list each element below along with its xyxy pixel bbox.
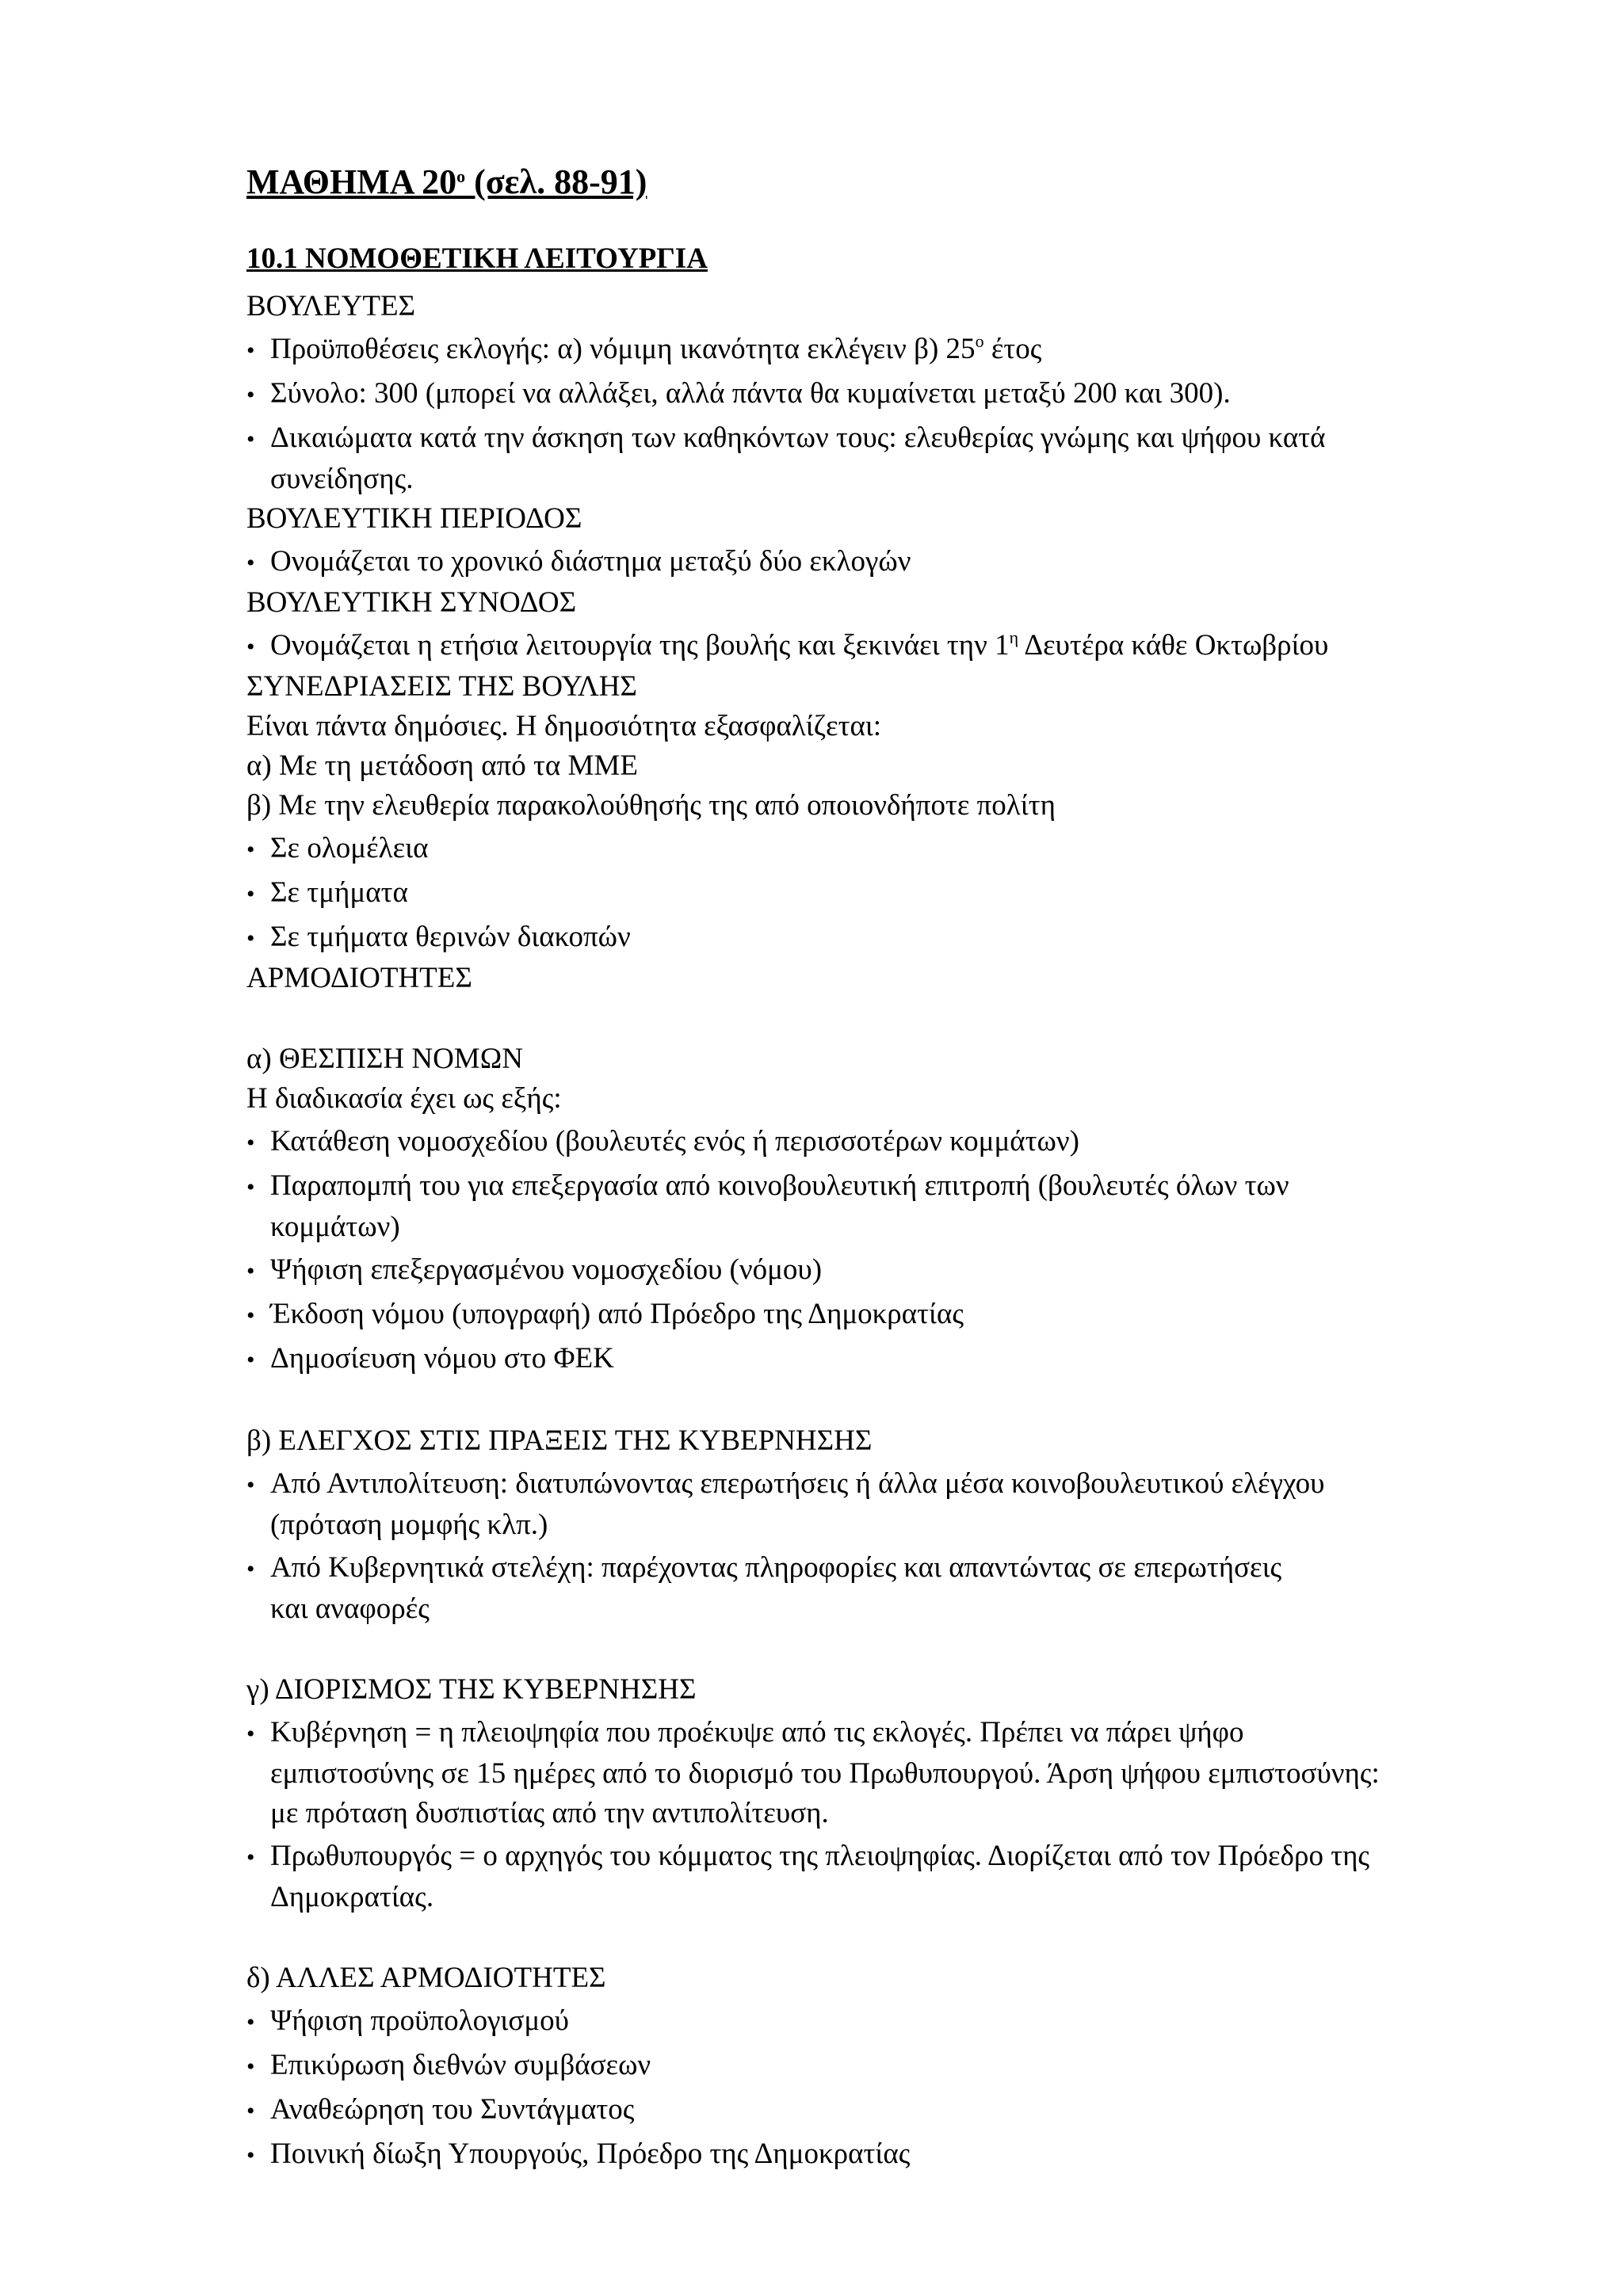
title-pages: (σελ. 88-91) <box>465 162 647 201</box>
page-title <box>246 158 1435 206</box>
list-item <box>246 330 1435 371</box>
list-item-text: Ονομάζεται η ετήσια λειτουργία της βουλής και ξεκινάει την 1 <box>270 629 1010 662</box>
list-item: • Έκδοση νόμου (υπογραφή) από Πρόεδρο της Δημοκρατίας <box>246 1295 1435 1336</box>
list-item: • Κυβέρνηση = η πλειοψηφία που προέκυψε από τις εκλογές. Πρέπει να πάρει ψήφο εμπιστοσύνης σε 15 ημέρες από το διορισμό του Πρωθυπουργού. Άρση ψήφου εμπιστοσύνης: με πρόταση δυσπιστίας από την αντιπολίτευση. <box>246 1713 1396 1833</box>
list-item <box>246 626 1380 667</box>
spacer <box>246 998 1435 1039</box>
heading-elegxos: β) ΕΛΕΓΧΟΣ ΣΤΙΣ ΠΡΑΞΕΙΣ ΤΗΣ ΚΥΒΕΡΝΗΣΗΣ <box>246 1425 873 1457</box>
list-item: • Ονομάζεται το χρονικό διάστημα μεταξύ δύο εκλογών <box>246 542 1435 583</box>
list-item: • Από Αντιπολίτευση: διατυπώνοντας επερωτήσεις ή άλλα μέσα κοινοβουλευτικού ελέγχου (πρόταση μομφής κλπ.) <box>246 1464 1396 1545</box>
text-line: Είναι πάντα δημόσιες. Η δημοσιότητα εξασφαλίζεται: <box>246 710 882 742</box>
list-item-tail: έτος <box>983 333 1042 365</box>
section-heading: 10.1 ΝΟΜΟΘΕΤΙΚΗ ΛΕΙΤΟΥΡΓΙΑ <box>246 242 708 275</box>
text-line: β) Με την ελευθερία παρακολούθησής της από οποιονδήποτε πολίτη <box>246 789 1056 822</box>
heading-armodiotites: ΑΡΜΟΔΙΟΤΗΤΕΣ <box>246 962 472 994</box>
spacer <box>246 1917 1435 1958</box>
heading-thespisi: α) ΘΕΣΠΙΣΗ ΝΟΜΩΝ <box>246 1043 523 1075</box>
list-item: • Σε τμήματα θερινών διακοπών <box>246 917 1435 959</box>
list-item: • Επικύρωση διεθνών συμβάσεων <box>246 2046 1435 2087</box>
list-item: • Κατάθεση νομοσχεδίου (βουλευτές ενός ή περισσοτέρων κομμάτων) <box>246 1122 1435 1163</box>
document-page <box>246 158 1435 2176</box>
list-item: • Ποινική δίωξη Υπουργούς, Πρόεδρο της Δημοκρατίας <box>246 2134 1435 2176</box>
spacer <box>246 1380 1435 1421</box>
list-item: • Σε ολομέλεια <box>246 829 1435 870</box>
title-main: ΜΑΘΗΜΑ 20 <box>246 162 457 201</box>
list-item: • Παραπομπή του για επεξεργασία από κοινοβουλευτική επιτροπή (βουλευτές όλων των κομμάτων) <box>246 1166 1396 1247</box>
list-item: • Δημοσίευση νόμου στο ΦΕΚ <box>246 1339 1435 1380</box>
title-superscript: ο <box>456 166 466 186</box>
list-item: • Σύνολο: 300 (μπορεί να αλλάξει, αλλά πάντα θα κυμαίνεται μεταξύ 200 και 300). <box>246 374 1435 415</box>
heading-alles: δ) ΑΛΛΕΣ ΑΡΜΟΔΙΟΤΗΤΕΣ <box>246 1962 606 1994</box>
text-line: Η διαδικασία έχει ως εξής: <box>246 1082 562 1115</box>
superscript: η <box>1009 627 1019 647</box>
list-item-text: Προϋποθέσεις εκλογής: α) νόμιμη ικανότητα εκλέγειν β) 25 <box>270 333 976 365</box>
heading-periodos: ΒΟΥΛΕΥΤΙΚΗ ΠΕΡΙΟΔΟΣ <box>246 502 582 535</box>
list-item: • Ψήφιση προϋπολογισμού <box>246 2001 1435 2042</box>
list-item: • Πρωθυπουργός = ο αρχηγός του κόμματος της πλειοψηφίας. Διορίζεται από τον Πρόεδρο της Δημοκρατίας. <box>246 1836 1396 1917</box>
list-item: • Σε τμήματα <box>246 873 1435 914</box>
list-item: • Ψήφιση επεξεργασμένου νομοσχεδίου (νόμου) <box>246 1250 1435 1291</box>
text-line: α) Με τη μετάδοση από τα ΜΜΕ <box>246 749 638 782</box>
heading-vouleutes: ΒΟΥΛΕΥΤΕΣ <box>246 290 416 322</box>
heading-synedriaseis: ΣΥΝΕΔΡΙΑΣΕΙΣ ΤΗΣ ΒΟΥΛΗΣ <box>246 670 637 703</box>
list-item-tail: Δευτέρα κάθε Οκτωβρίου <box>1018 629 1329 662</box>
list-item: • Δικαιώματα κατά την άσκηση των καθηκόντων τους: ελευθερίας γνώμης και ψήφου κατά συνείδησης. <box>246 418 1380 499</box>
list-item: • Από Κυβερνητικά στελέχη: παρέχοντας πληροφορίες και απαντώντας σε επερωτήσεις και αναφορές <box>246 1548 1300 1629</box>
superscript: ο <box>975 331 984 351</box>
spacer <box>246 1629 1435 1670</box>
heading-diorismos: γ) ΔΙΟΡΙΣΜΟΣ ΤΗΣ ΚΥΒΕΡΝΗΣΗΣ <box>246 1673 697 1706</box>
list-item: • Αναθεώρηση του Συντάγματος <box>246 2090 1435 2131</box>
heading-synodos: ΒΟΥΛΕΥΤΙΚΗ ΣΥΝΟΔΟΣ <box>246 586 577 619</box>
